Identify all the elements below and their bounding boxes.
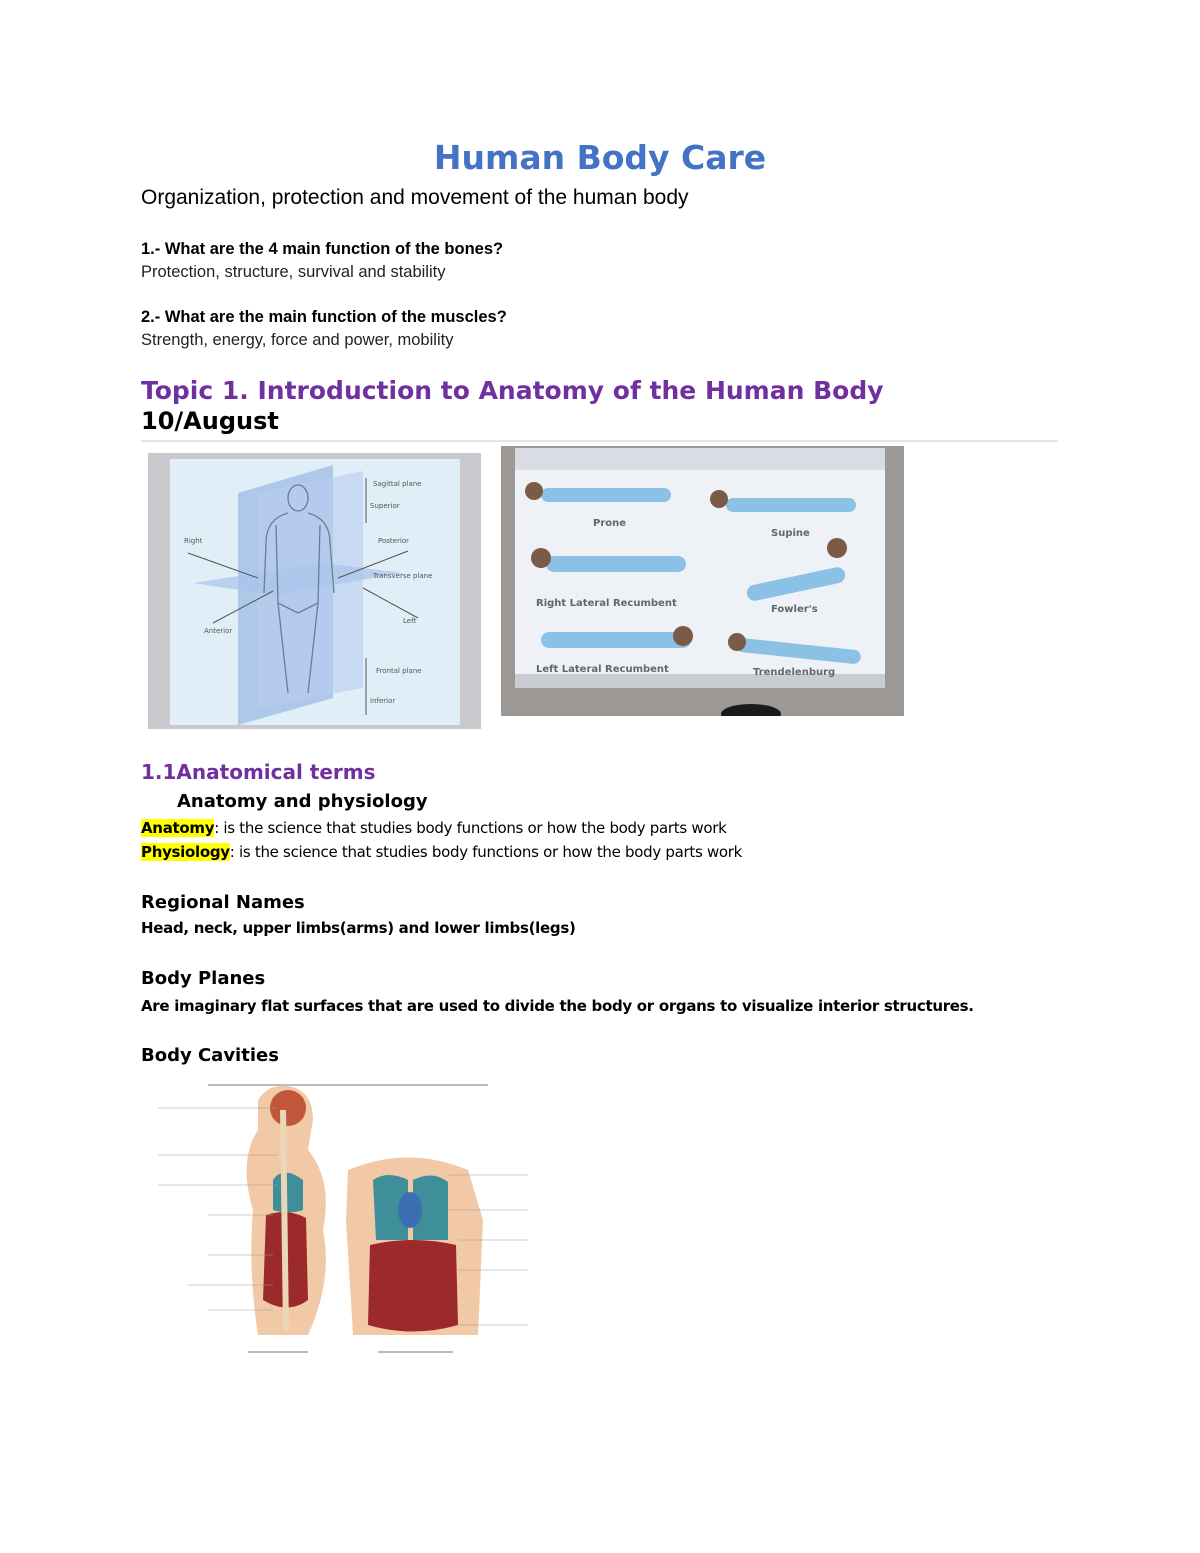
- term-physiology: Physiology: [141, 843, 230, 861]
- subheading-anatomy-physiology: Anatomy and physiology: [177, 791, 428, 812]
- definition-physiology: [141, 843, 742, 861]
- answer-1: Protection, structure, survival and stability: [141, 263, 446, 281]
- document-subtitle: Organization, protection and movement of the human body: [141, 186, 689, 209]
- label-frontal: Frontal plane: [376, 667, 422, 675]
- label-superior: Superior: [370, 502, 400, 510]
- position-fowlers: Fowler's: [771, 604, 818, 615]
- definition-physiology-text: : is the science that studies body functions or how the body parts work: [229, 843, 743, 861]
- position-right-lateral: Right Lateral Recumbent: [536, 598, 677, 609]
- position-left-lateral: Left Lateral Recumbent: [536, 664, 669, 675]
- divider: [141, 440, 1058, 442]
- body-cavities-figure: [108, 1070, 578, 1360]
- term-anatomy: Anatomy: [141, 819, 215, 837]
- definition-anatomy-text: : is the science that studies body functions or how the body parts work: [214, 819, 727, 837]
- label-sagittal: Sagittal plane: [373, 480, 422, 488]
- patient-positions-figure: [501, 446, 904, 716]
- label-inferior: Inferior: [370, 697, 396, 705]
- label-right: Right: [184, 537, 203, 545]
- body-planes-figure: [148, 453, 481, 729]
- answer-2: Strength, energy, force and power, mobility: [141, 331, 454, 349]
- label-posterior: Posterior: [378, 537, 409, 545]
- position-prone: Prone: [593, 518, 627, 529]
- question-1: 1.- What are the 4 main function of the bones?: [141, 240, 504, 258]
- section-heading: 1.1Anatomical terms: [141, 760, 376, 784]
- regional-names-text: Head, neck, upper limbs(arms) and lower limbs(legs): [141, 919, 576, 937]
- body-planes-heading: Body Planes: [141, 968, 266, 989]
- regional-names-heading: Regional Names: [141, 892, 305, 913]
- position-supine: Supine: [771, 528, 810, 539]
- definition-anatomy: [141, 819, 726, 837]
- label-transverse: Transverse plane: [373, 572, 433, 580]
- document-title: Human Body Care: [433, 138, 767, 177]
- body-planes-text: Are imaginary flat surfaces that are used to divide the body or organs to visualize interior structures.: [141, 997, 974, 1015]
- body-cavities-heading: Body Cavities: [141, 1045, 279, 1066]
- topic-heading: Topic 1. Introduction to Anatomy of the Human Body: [141, 376, 884, 405]
- label-anterior: Anterior: [204, 627, 233, 635]
- question-2: 2.- What are the main function of the muscles?: [141, 308, 507, 326]
- label-left: Left: [403, 617, 417, 625]
- position-trendelenburg: Trendelenburg: [753, 667, 836, 678]
- topic-date: 10/August: [141, 407, 279, 435]
